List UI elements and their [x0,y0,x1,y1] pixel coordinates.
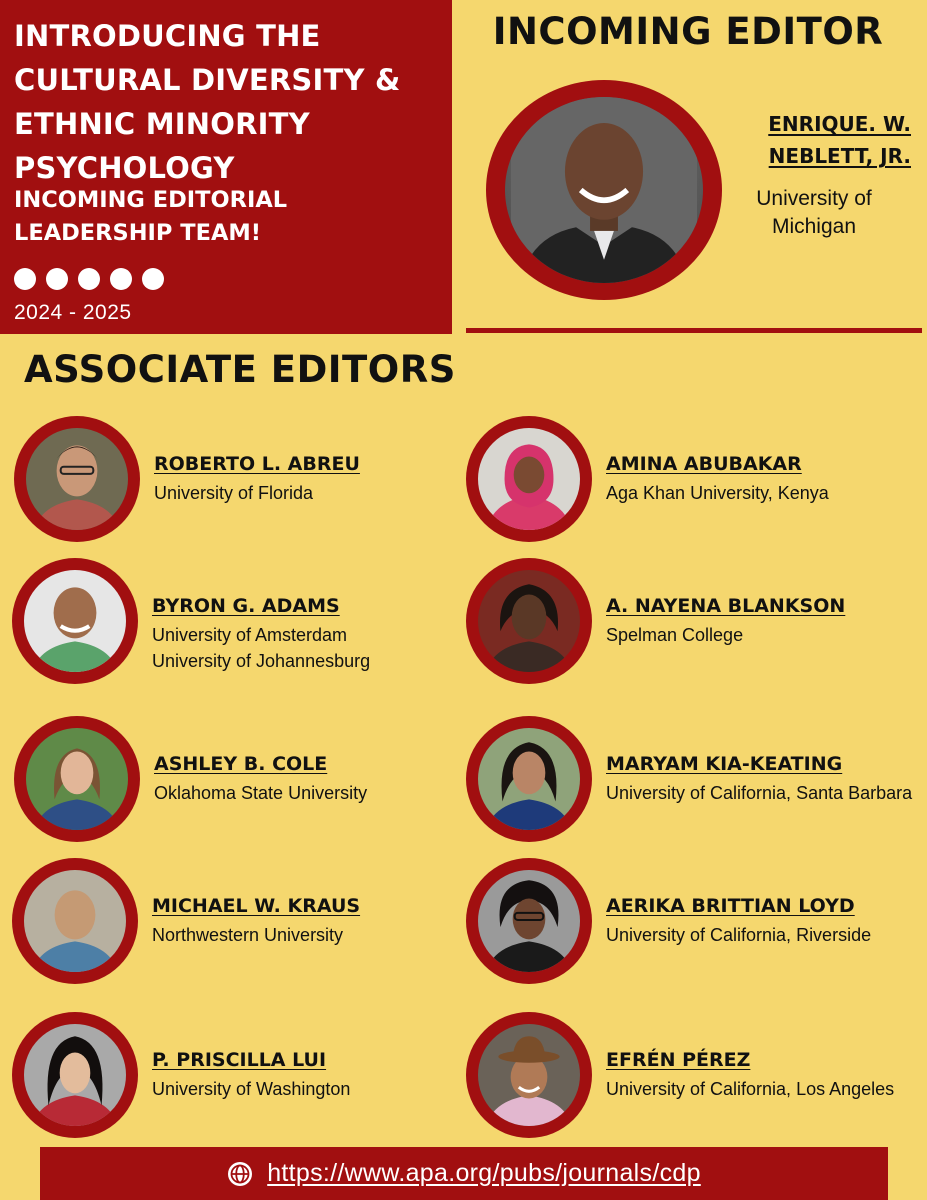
editor-card [466,716,916,846]
editor-photo [12,1012,138,1138]
editor-card [14,716,464,846]
footer-bar [40,1147,888,1200]
editor-photo [466,416,592,542]
associate-editors-heading: ASSOCIATE EDITORS [24,348,456,391]
editor-card [12,1012,462,1142]
editor-affiliation: Spelman College [606,625,744,645]
editor-affiliation: University of Washington [152,1079,351,1099]
person-photo-icon [26,728,128,830]
dot-icon [110,268,132,290]
person-photo-icon [26,428,128,530]
editor-photo [466,716,592,842]
editor-photo [466,1012,592,1138]
banner-subtitle: INCOMING EDITORIAL LEADERSHIP TEAM! [14,187,288,246]
editor-affiliation: University of California, Santa Barbara [606,783,913,803]
editor-card [466,858,916,988]
editor-affiliation: University of Amsterdam University of Johannesburg [152,625,371,671]
editor-name: BYRON G. ADAMS [152,595,340,617]
dot-icon [78,268,100,290]
years-label: 2024 - 2025 [14,301,132,324]
editor-name: MICHAEL W. KRAUS [152,895,361,917]
incoming-editor-name: ENRIQUE. W. NEBLETT, JR. [768,112,911,168]
person-photo-icon [24,570,126,672]
person-photo-icon [478,728,580,830]
editor-card [12,558,462,688]
person-photo-icon [478,428,580,530]
editor-card [466,1012,916,1142]
incoming-editor-heading: INCOMING EDITOR [492,10,884,53]
editor-card [12,858,462,988]
incoming-editor-photo [486,80,722,300]
decorative-dots [14,268,164,290]
incoming-editor-affiliation: University of Michigan [756,187,872,238]
editor-photo [12,858,138,984]
intro-banner [0,0,452,334]
person-photo-icon [478,1024,580,1126]
editor-affiliation: Northwestern University [152,925,344,945]
editor-name: A. NAYENA BLANKSON [606,595,846,617]
editor-affiliation: University of Florida [154,483,314,503]
dot-icon [142,268,164,290]
journal-url-link[interactable]: https://www.apa.org/pubs/journals/cdp [267,1159,701,1187]
dot-icon [14,268,36,290]
editor-name: EFRÉN PÉREZ [606,1049,751,1071]
editor-card [466,558,916,688]
editor-card [14,416,464,546]
editor-name: ASHLEY B. COLE [154,753,328,775]
editor-name: ROBERTO L. ABREU [154,453,360,475]
editor-name: MARYAM KIA-KEATING [606,753,843,775]
dot-icon [46,268,68,290]
person-photo-icon [505,97,703,283]
person-photo-icon [478,870,580,972]
editor-photo [12,558,138,684]
editor-photo [14,716,140,842]
editor-name: AERIKA BRITTIAN LOYD [606,895,855,917]
person-photo-icon [24,870,126,972]
editor-name: P. PRISCILLA LUI [152,1049,327,1071]
editor-affiliation: Aga Khan University, Kenya [606,483,829,503]
editor-name: AMINA ABUBAKAR [606,453,802,475]
globe-icon [227,1161,253,1187]
editor-affiliation: University of California, Los Angeles [606,1079,895,1099]
banner-title: INTRODUCING THE CULTURAL DIVERSITY & ETHNIC MINORITY PSYCHOLOGY [14,19,401,185]
editor-card [466,416,916,546]
editor-affiliation: Oklahoma State University [154,783,368,803]
divider [466,328,922,333]
editor-photo [466,558,592,684]
editor-affiliation: University of California, Riverside [606,925,872,945]
person-photo-icon [478,570,580,672]
editor-photo [14,416,140,542]
editor-photo [466,858,592,984]
person-photo-icon [24,1024,126,1126]
